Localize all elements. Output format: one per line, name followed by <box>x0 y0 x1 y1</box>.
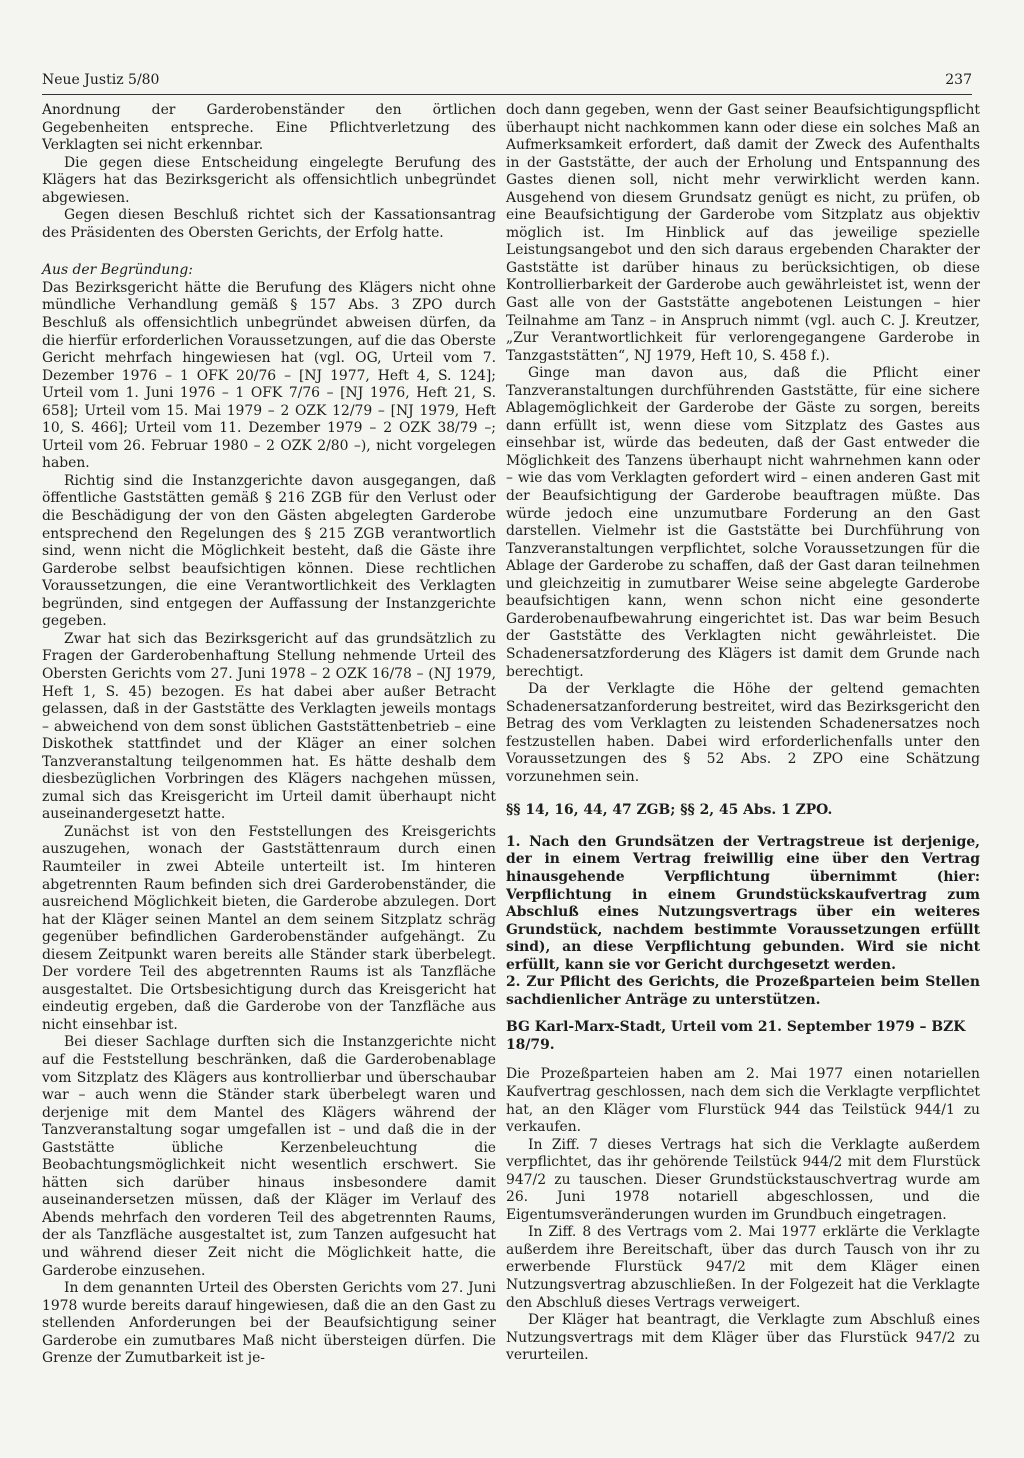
paragraph: Zunächst ist von den Feststellungen des Kreisgerichts auszugehen, wonach der Gaststättenraum durch einen Raumteiler in zwei Abteile unterteilt ist. Im hinteren abgetrennten Raum befinden sich drei Garderobenständer, die ausreichend Möglichkeit bieten, die Garderobe abzulegen. Dort hat der Kläger seinen Mantel an dem seinem Sitzplatz schräg gegenüber befindlichen Garderobenständer aufgehängt. Zu diesem Zeitpunkt waren bereits alle Ständer stark überbelegt. Der vordere Teil des abgetrennten Raums ist als Tanzfläche ausgestaltet. Die Ortsbesichtigung durch das Kreisgericht hat eindeutig ergeben, daß die Garderobe von der Tanzfläche aus nicht einsehbar ist. <box>42 823 496 1033</box>
legal-norms: §§ 14, 16, 44, 47 ZGB; §§ 2, 45 Abs. 1 ZPO. <box>506 802 833 819</box>
left-column <box>42 102 496 1368</box>
paragraph: Zwar hat sich das Bezirksgericht auf das grundsätzlich zu Fragen der Garderobenhaftung Stellung nehmende Urteil des Obersten Gerichts vom 27. Juni 1978 – 2 OZK 16/78 – (NJ 1979, Heft 1, S. 45) bezogen. Es hat dabei aber außer Betracht gelassen, daß in der Gaststätte des Verklagten jeweils montags – abweichend von dem sonst üblichen Gaststättenbetrieb – eine Diskothek stattfindet und der Kläger an einer solchen Tanzveranstaltung teilgenommen hat. Es hätte deshalb dem diesbezüglichen Vorbringen des Klägers nachgehen müssen, zumal sich das Kreisgericht im Urteil damit überhaupt nicht auseinandergesetzt hatte. <box>42 630 496 823</box>
paragraph: Da der Verklagte die Höhe der geltend gemachten Schadenersatzanforderung bestreitet, wird das Bezirksgericht den Betrag des vom Verklagten zu leistenden Schadenersatzes noch festzustellen haben. Dabei wird erforderlichenfalls unter den Voraussetzungen des § 52 Abs. 2 ZPO eine Schätzung vorzunehmen sein. <box>506 681 980 785</box>
paragraph: Der Kläger hat beantragt, die Verklagte zum Abschluß eines Nutzungsvertrags mit dem Kläger über das Flurstück 947/2 zu verurteilen. <box>506 1312 980 1364</box>
paragraph: In Ziff. 8 des Vertrags vom 2. Mai 1977 erklärte die Verklagte außerdem ihre Bereitschaft, über das durch Tausch von ihr zu erwerbende Flurstück 947/2 mit dem Kläger einen Nutzungsvertrag abzuschließen. In der Folgezeit hat die Verklagte den Abschluß dieses Vertrags verweigert. <box>506 1224 980 1311</box>
journal-title: Neue Justiz 5/80 <box>42 72 160 88</box>
section-heading: Aus der Begründung: <box>42 262 193 279</box>
right-column <box>506 102 980 1365</box>
paragraph: doch dann gegeben, wenn der Gast seiner Beaufsichtigungspflicht überhaupt nicht nachkommen kann oder diese ein solches Maß an Aufmerksamkeit erfordert, daß damit der Zweck des Aufenthalts in der Gaststätte, der auch der Erholung und Entspannung des Gastes dienen soll, nicht mehr verwirklicht werden kann. Ausgehend von diesem Grundsatz genügt es nicht, zu prüfen, ob eine Beaufsichtigung der Garderobe vom Sitzplatz aus objektiv möglich ist. Im Hinblick auf das jeweilige spezielle Leistungsangebot und den sich daraus ergebenden Charakter der Gaststätte ist darüber hinaus zu berücksichtigen, ob diese Kontrollierbarkeit der Garderobe auch gewährleistet ist, wenn der Gast alle von der Gaststätte angebotenen Leistungen – hier Teilnahme am Tanz – in Anspruch nimmt (vgl. auch C. J. Kreutzer, „Zur Verantwortlichkeit für verlorengegangene Garderobe in Tanzgaststätten“, NJ 1979, Heft 10, S. 458 f.). <box>506 102 980 364</box>
paragraph: Richtig sind die Instanzgerichte davon ausgegangen, daß öffentliche Gaststätten gemäß § 216 ZGB für den Verlust oder die Beschädigung der von den Gästen abgelegten Garderobe entsprechend den Regelungen des § 215 ZGB verantwortlich sind, wenn nicht die Möglichkeit besteht, daß die Gäste ihre Garderobe selbst beaufsichtigen können. Diese rechtlichen Voraussetzungen, die eine Verantwortlichkeit des Verklagten begründen, sind entgegen der Auffassung der Instanzgerichte gegeben. <box>42 472 496 630</box>
paragraph: Gegen diesen Beschluß richtet sich der Kassationsantrag des Präsidenten des Obersten Gerichts, der Erfolg hatte. <box>42 207 496 241</box>
paragraph: Ginge man davon aus, daß die Pflicht einer Tanzveranstaltungen durchführenden Gaststätte, für eine sichere Ablagemöglichkeit der Garderobe der Gäste zu sorgen, bereits dann erfüllt ist, wenn diese vom Sitzplatz des Gastes aus einsehbar ist, würde das bedeuten, daß der Gast entweder die Möglichkeit des Tanzens überhaupt nicht wahrnehmen kann oder – wie das vom Verklagten gefordert wird – einen anderen Gast mit der Beaufsichtigung der Garderobe beauftragen müßte. Das würde jedoch eine unzumutbare Forderung an den Gast darstellen. Vielmehr ist die Gaststätte bei Durchführung von Tanzveranstaltungen verpflichtet, solche Voraussetzungen für die Ablage der Garderobe zu schaffen, daß der Gast daran teilnehmen und gleichzeitig in zumutbarer Weise seine abgelegte Garderobe beaufsichtigen kann, wenn schon nicht eine gesonderte Garderobenaufbewahrung eingerichtet ist. Das war beim Besuch der Gaststätte des Verklagten nicht gewährleistet. Die Schadenersatzforderung des Klägers ist damit dem Grunde nach berechtigt. <box>506 365 980 680</box>
court-citation: BG Karl-Marx-Stadt, Urteil vom 21. September 1979 – BZK 18/79. <box>506 1019 966 1053</box>
paragraph: Bei dieser Sachlage durften sich die Instanzgerichte nicht auf die Feststellung beschränken, daß die Garderobenablage vom Sitzplatz des Klägers aus kontrollierbar und überschaubar war – auch wenn die Ständer stark überbelegt waren und derjenige mit dem Mantel des Klägers während der Tanzveranstaltung sogar umgefallen ist – und daß die in der Gaststätte übliche Kerzenbeleuchtung die Beobachtungsmöglichkeit nicht wesentlich erschwert. Sie hätten sich darüber hinaus insbesondere damit auseinandersetzen müssen, daß der Kläger im Verlauf des Abends mehrfach den vorderen Teil des abgetrennten Raums, der als Tanzfläche ausgestaltet ist, zum Tanzen aufgesucht hat und während dieser Zeit nicht die Möglichkeit hatte, die Garderobe einzusehen. <box>42 1034 496 1279</box>
paragraph: Anordnung der Garderobenständer den örtlichen Gegebenheiten entspreche. Eine Pflichtverletzung des Verklagten sei nicht erkennbar. <box>42 102 496 154</box>
page-header <box>42 70 972 95</box>
paragraph: In Ziff. 7 dieses Vertrags hat sich die Verklagte außerdem verpflichtet, das ihr gehörende Teilstück 944/2 mit dem Flurstück 947/2 zu tauschen. Dieser Grundstückstauschvertrag wurde am 26. Juni 1978 notariell abgeschlossen, und die Eigentumsveränderungen wurden im Grundbuch eingetragen. <box>506 1136 980 1223</box>
headnote: 2. Zur Pflicht des Gerichts, die Prozeßparteien beim Stellen sachdienlicher Anträge zu unterstützen. <box>506 974 980 1008</box>
page-number: 237 <box>945 72 972 88</box>
paragraph: Das Bezirksgericht hätte die Berufung des Klägers nicht ohne mündliche Verhandlung gemäß § 157 Abs. 3 ZPO durch Beschluß als offensichtlich unbegründet abweisen dürfen, da die hierfür erforderlichen Voraussetzungen, auf die das Oberste Gericht mehrfach hingewiesen hat (vgl. OG, Urteil vom 7. Dezember 1976 – 1 OFK 20/76 – [NJ 1977, Heft 4, S. 124]; Urteil vom 1. Juni 1976 – 1 OFK 7/76 – [NJ 1976, Heft 21, S. 658]; Urteil vom 15. Mai 1979 – 2 OZK 12/79 – [NJ 1979, Heft 10, S. 466]; Urteil vom 11. Dezember 1979 – 2 OZK 38/79 –; Urteil vom 26. Februar 1980 – 2 OZK 2/80 –), nicht vorgelegen haben. <box>42 279 496 472</box>
paragraph: Die Prozeßparteien haben am 2. Mai 1977 einen notariellen Kaufvertrag geschlossen, nach dem sich die Verklagte verpflichtet hat, an den Kläger vom Flurstück 944 das Teilstück 944/1 zu verkaufen. <box>506 1066 980 1136</box>
paragraph: Die gegen diese Entscheidung eingelegte Berufung des Klägers hat das Bezirksgericht als offensichtlich unbegründet abgewiesen. <box>42 154 496 206</box>
headnote: 1. Nach den Grundsätzen der Vertragstreue ist derjenige, der in einem Vertrag freiwillig eine über den Vertrag hinausgehende Verpflichtung übernimmt (hier: Verpflichtung in einem Grundstückskaufvertrag zum Abschluß eines Nutzungsvertrags über ein weiteres Grundstück, nachdem bestimmte Voraussetzungen erfüllt sind), an diese Verpflichtung gebunden. Wird sie nicht erfüllt, kann sie vor Gericht durchgesetzt werden. <box>506 833 980 973</box>
paragraph: In dem genannten Urteil des Obersten Gerichts vom 27. Juni 1978 wurde bereits darauf hingewiesen, daß die an den Gast zu stellenden Anforderungen bei der Beaufsichtigung seiner Garderobe ein zumutbares Maß nicht übersteigen dürfen. Die Grenze der Zumutbarkeit ist je- <box>42 1280 496 1367</box>
